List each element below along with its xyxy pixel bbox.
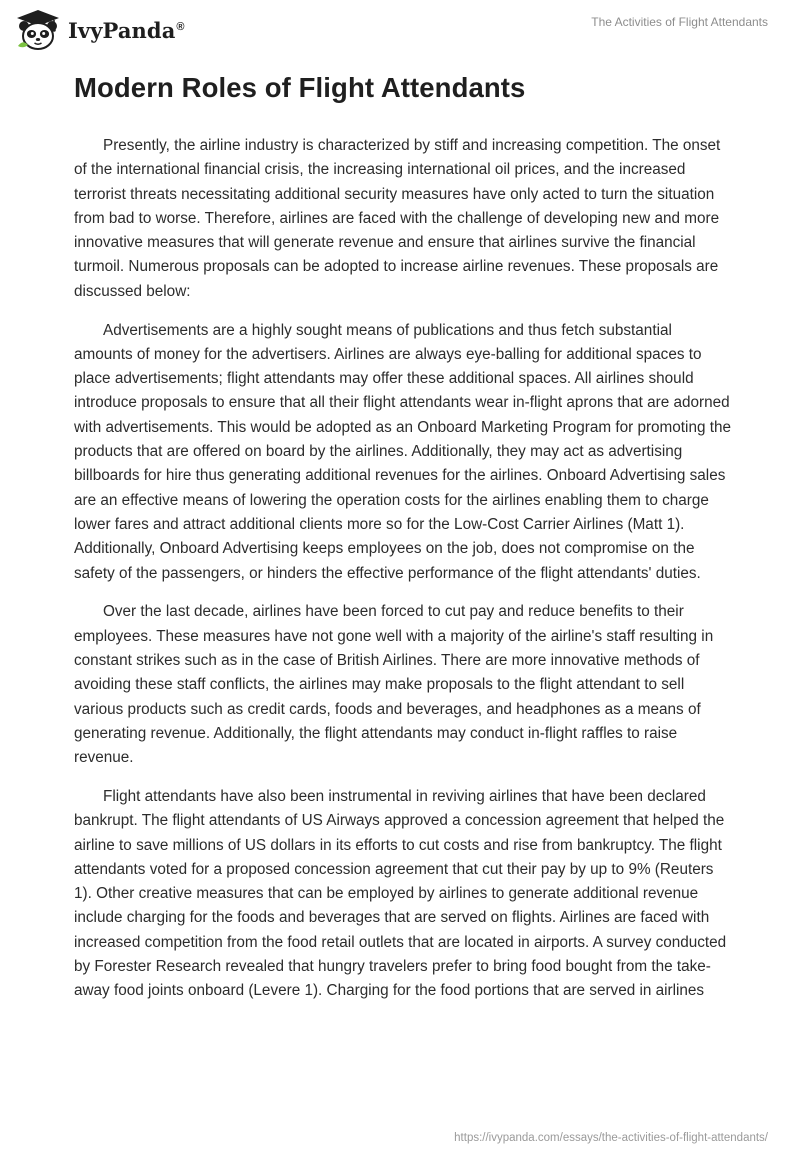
document-title: The Activities of Flight Attendants [591, 15, 768, 29]
ivypanda-logo[interactable] [14, 9, 185, 51]
paragraph: Advertisements are a highly sought means of publications and thus fetch substantial amounts of money for the advertisers. Airlines are always eye-balling for additional spaces to place advertisements; flight attendants may offer these additional spaces. All airlines should introduce proposals to ensure that all their flight attendants wear in-flight aprons that are adorned with advertisements. This would be adopted as an Onboard Marketing Program for promoting the products that are offered on board by the airlines. Additionally, they may act as advertising billboards for hire thus generating additional revenues for the airlines. Onboard Advertising sales are an effective means of lowering the operation costs for the airlines enabling them to charge lower fares and attract additional clients more so for the Low-Cost Carrier Airlines (Matt 1). Additionally, Onboard Advertising keeps employees on the job, does not compromise on the safety of the passengers, or hinders the effective performance of the flight attendants' duties. [74, 321, 731, 582]
brand-name: IvyPanda® [68, 17, 185, 43]
paragraph: Presently, the airline industry is characterized by stiff and increasing competition. The onset of the international financial crisis, the increasing international oil prices, and the increased terrorist threats necessitating additional security measures have only acted to turn the situation from bad to worse. Therefore, airlines are faced with the challenge of developing new and more innovative measures that will generate revenue and ensure that airlines survive the financial turmoil. Numerous proposals can be adopted to increase airline revenues. These proposals are discussed below: [74, 137, 721, 300]
paragraph: Over the last decade, airlines have been forced to cut pay and reduce benefits to their employees. These measures have not gone well with a majority of the airline's staff resulting in constant strikes such as in the case of British Airlines. There are more innovative methods of avoiding these staff conflicts, the airlines may make proposals to the flight attendant to sell various products such as credit cards, foods and beverages, and headphones as a means of generating revenue. Additionally, the flight attendants may conduct in-flight raffles to raise revenue. [74, 603, 714, 767]
paragraph: Flight attendants have also been instrumental in reviving airlines that have been declared bankrupt. The flight attendants of US Airways approved a concession agreement that helped the airline to save millions of US dollars in its efforts to cut costs and rise from bankruptcy. The flight attendants voted for a proposed concession agreement that cut their pay by up to 9% (Reuters 1). Other creative measures that can be employed by airlines to generate additional revenue include charging for the foods and beverages that are served on flights. Airlines are faced with increased competition from the food retail outlets that are located in airports. A survey conducted by Forester Research revealed that hungry travelers prefer to bring food bought from the take-away food joints onboard (Levere 1). Charging for the food portions that are served in airlines [74, 787, 727, 1000]
site-header [0, 0, 800, 62]
article-body [74, 134, 734, 1018]
source-url[interactable]: https://ivypanda.com/essays/the-activities-of-flight-attendants/ [454, 1132, 768, 1144]
panda-graduate-icon [14, 9, 62, 51]
page-title: Modern Roles of Flight Attendants [74, 72, 526, 103]
